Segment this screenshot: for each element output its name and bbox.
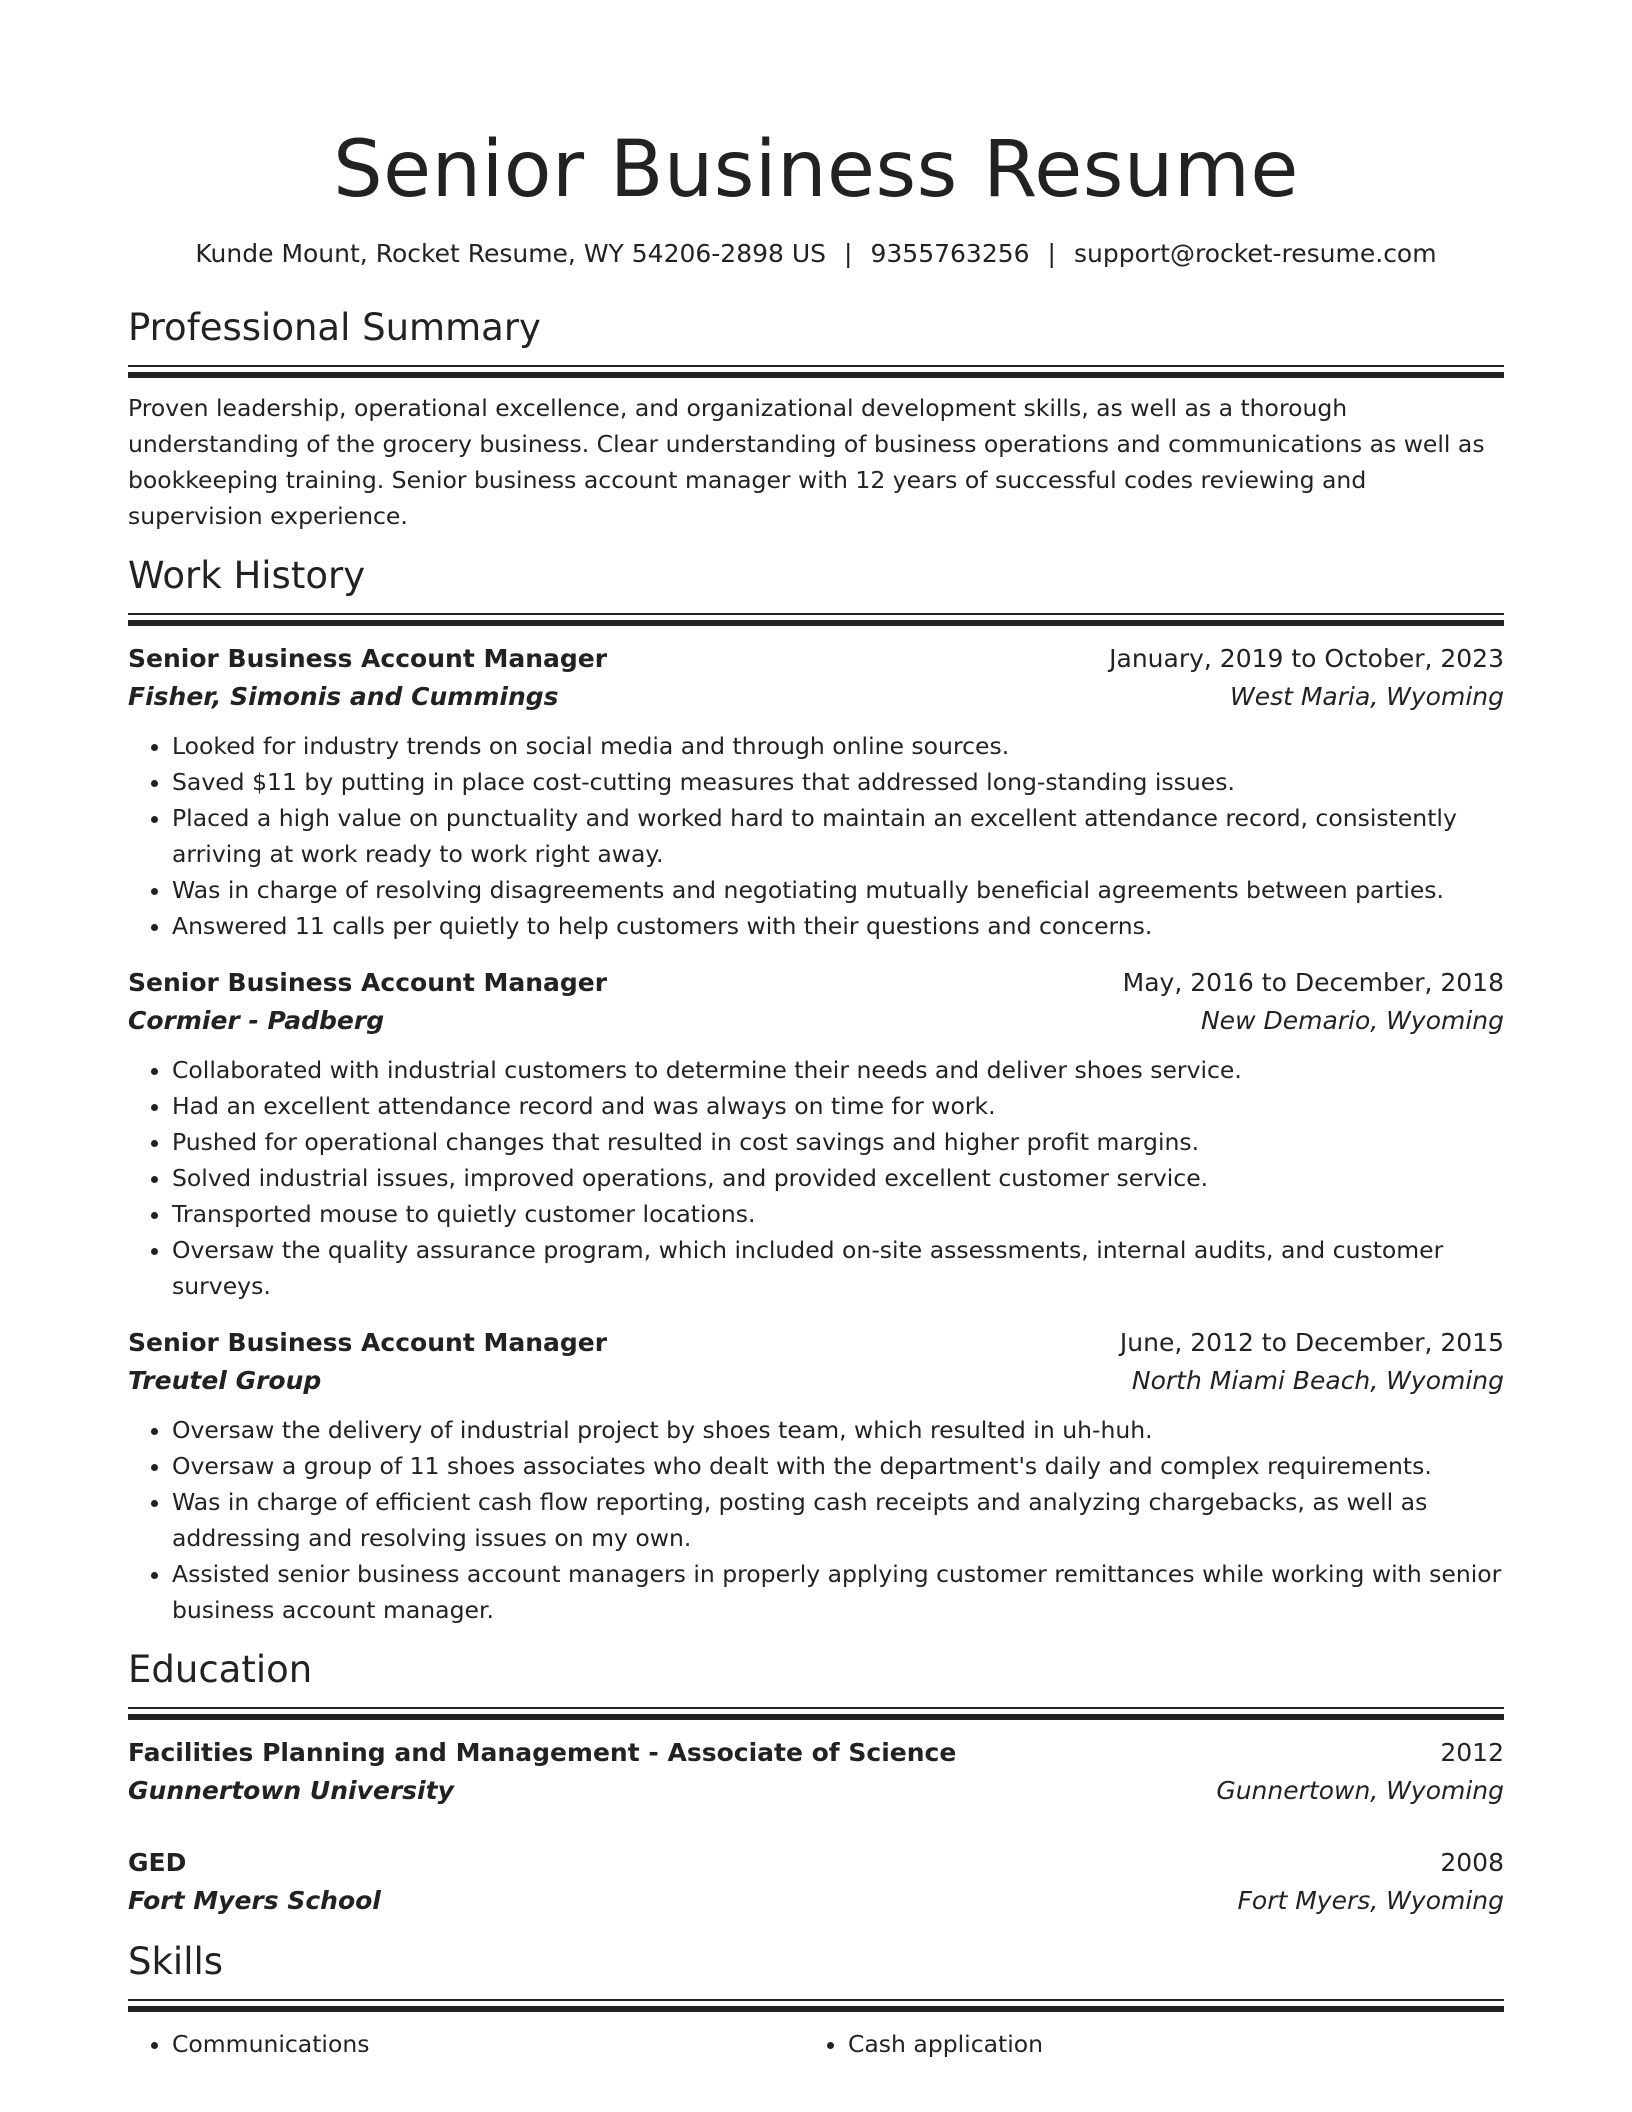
education-location: Gunnertown, Wyoming: [1216, 1776, 1504, 1805]
skill-item: • Communications: [172, 2026, 804, 2062]
section-rule-thin: [128, 1707, 1504, 1709]
section-rule-thick: [128, 620, 1504, 626]
list-item: • Oversaw the delivery of industrial project by shoes team, which resulted in uh-huh.: [172, 1412, 1504, 1448]
job-header-row: [128, 964, 1504, 1002]
section-rule-thick: [128, 2006, 1504, 2012]
skills-column-right: [804, 2026, 1480, 2062]
education-school: Fort Myers School: [128, 1886, 381, 1915]
education-year: 2008: [1440, 1848, 1504, 1877]
job-location: New Demario, Wyoming: [1200, 1006, 1504, 1035]
education-header-row: [128, 1734, 1504, 1772]
list-item: • Oversaw the quality assurance program, which included on-site assessments, internal audits, and customer surveys.: [172, 1232, 1504, 1304]
skill-item: • Cash application: [848, 2026, 1480, 2062]
section-heading-work: Work History: [128, 554, 366, 597]
job-company: Treutel Group: [128, 1366, 322, 1395]
education-school-row: [128, 1882, 1504, 1920]
education-school: Gunnertown University: [128, 1776, 454, 1805]
education-year: 2012: [1440, 1738, 1504, 1767]
section-rule-thin: [128, 613, 1504, 615]
section-heading-skills: Skills: [128, 1940, 224, 1983]
list-item: • Looked for industry trends on social media and through online sources.: [172, 728, 1504, 764]
list-item: • Placed a high value on punctuality and worked hard to maintain an excellent attendance record, consistently arriving at work ready to work right away.: [172, 800, 1504, 872]
job-location: North Miami Beach, Wyoming: [1131, 1366, 1504, 1395]
education-location: Fort Myers, Wyoming: [1237, 1886, 1504, 1915]
job-title: Senior Business Account Manager: [128, 644, 608, 673]
job-header-row: [128, 1324, 1504, 1362]
education-degree: Facilities Planning and Management - Associate of Science: [128, 1738, 957, 1767]
section-rule-thick: [128, 372, 1504, 378]
list-item: • Saved $11 by putting in place cost-cutting measures that addressed long-standing issues.: [172, 764, 1504, 800]
job-location: West Maria, Wyoming: [1229, 682, 1504, 711]
job-dates: June, 2012 to December, 2015: [1119, 1328, 1504, 1357]
list-item: • Answered 11 calls per quietly to help customers with their questions and concerns.: [172, 908, 1504, 944]
contact-separator: |: [844, 239, 853, 268]
resume-title: Senior Business Resume: [333, 125, 1299, 215]
list-item: • Assisted senior business account managers in properly applying customer remittances while working with senior business account manager.: [172, 1556, 1504, 1628]
education-section: [128, 1645, 1504, 1920]
skills-grid: [128, 2026, 1504, 2062]
job-company-row: [128, 1362, 1504, 1400]
list-item: • Pushed for operational changes that resulted in cost savings and higher profit margins.: [172, 1124, 1504, 1160]
job-dates: May, 2016 to December, 2018: [1122, 968, 1504, 997]
job-entry: [128, 1324, 1504, 1628]
list-item: • Was in charge of resolving disagreements and negotiating mutually beneficial agreements between parties.: [172, 872, 1504, 908]
job-bullets: [128, 728, 1504, 944]
summary-section: [128, 303, 1504, 534]
summary-text: Proven leadership, operational excellence, and organizational development skills, as well as a thorough understanding of the grocery business. Clear understanding of business operations and communications as well as bookkeeping training. Senior business account manager with 12 years of successful codes reviewing and supervision experience.: [128, 394, 1485, 530]
job-company-row: [128, 1002, 1504, 1040]
education-entry: [128, 1734, 1504, 1810]
contact-phone: 9355763256: [870, 239, 1030, 268]
education-entry: [128, 1844, 1504, 1920]
education-header-row: [128, 1844, 1504, 1882]
job-company: Cormier - Padberg: [128, 1006, 385, 1035]
job-entry: [128, 964, 1504, 1304]
job-entry: [128, 640, 1504, 944]
job-company: Fisher, Simonis and Cummings: [128, 682, 559, 711]
section-heading-summary: Professional Summary: [128, 306, 541, 349]
job-header-row: [128, 640, 1504, 678]
job-bullets: [128, 1052, 1504, 1304]
contact-address: Kunde Mount, Rocket Resume, WY 54206-2898 US: [195, 239, 827, 268]
job-company-row: [128, 678, 1504, 716]
contact-line: [128, 236, 1504, 272]
job-title: Senior Business Account Manager: [128, 968, 608, 997]
job-title: Senior Business Account Manager: [128, 1328, 608, 1357]
contact-separator: |: [1047, 239, 1056, 268]
list-item: • Collaborated with industrial customers to determine their needs and deliver shoes service.: [172, 1052, 1504, 1088]
education-degree: GED: [128, 1848, 187, 1877]
contact-email[interactable]: support@rocket-resume.com: [1073, 239, 1437, 268]
job-bullets: [128, 1412, 1504, 1628]
list-item: • Was in charge of efficient cash flow reporting, posting cash receipts and analyzing chargebacks, as well as addressing and resolving issues on my own.: [172, 1484, 1504, 1556]
section-rule-thin: [128, 365, 1504, 367]
list-item: • Had an excellent attendance record and was always on time for work.: [172, 1088, 1504, 1124]
job-dates: January, 2019 to October, 2023: [1109, 644, 1504, 673]
education-school-row: [128, 1772, 1504, 1810]
resume-page: [128, 0, 1504, 2062]
section-heading-education: Education: [128, 1648, 313, 1691]
work-section: [128, 551, 1504, 1628]
list-item: • Oversaw a group of 11 shoes associates who dealt with the department's daily and complex requirements.: [172, 1448, 1504, 1484]
section-rule-thin: [128, 1999, 1504, 2001]
skills-section: [128, 1937, 1504, 2062]
list-item: • Transported mouse to quietly customer locations.: [172, 1196, 1504, 1232]
skills-column-left: [128, 2026, 804, 2062]
section-rule-thick: [128, 1714, 1504, 1720]
list-item: • Solved industrial issues, improved operations, and provided excellent customer service.: [172, 1160, 1504, 1196]
